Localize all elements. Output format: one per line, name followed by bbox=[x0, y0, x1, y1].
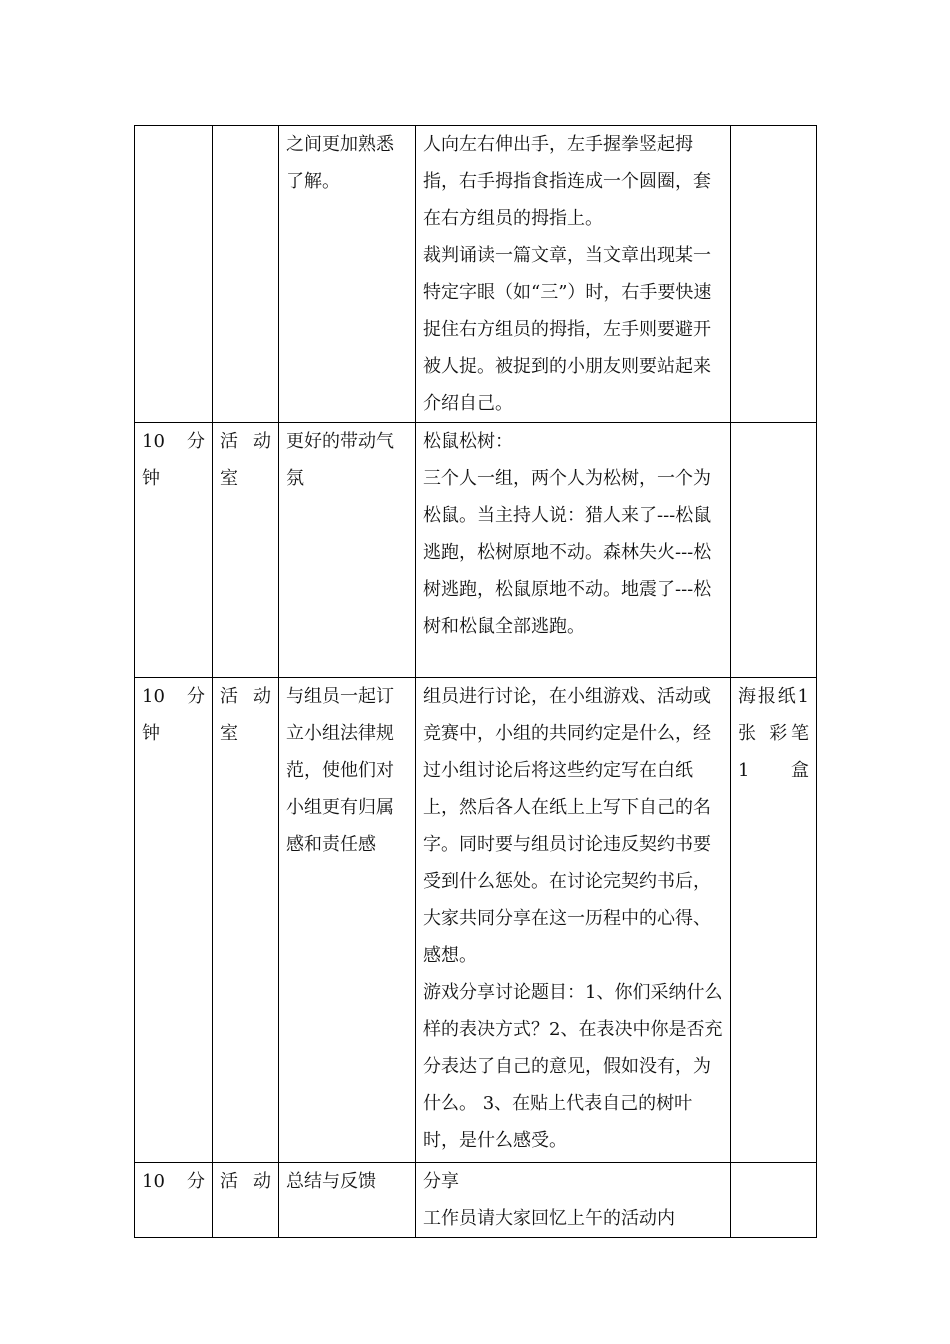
time-cell bbox=[135, 423, 213, 678]
content-cell bbox=[416, 678, 731, 1163]
table-row bbox=[135, 423, 817, 678]
time-text: 10 分 bbox=[142, 1171, 205, 1192]
place-text: 活动室 bbox=[220, 431, 271, 489]
materials-cell bbox=[731, 1163, 817, 1238]
time-cell bbox=[135, 1163, 213, 1238]
content-paragraph: 裁判诵读一篇文章，当文章出现某一特定字眼（如“三”）时，右手要快速捉住右方组员的拇指，左手则要避开被人捉。被捉到的小朋友则要站起来介绍自己。 bbox=[423, 245, 712, 414]
table-row bbox=[135, 678, 817, 1163]
time-cell bbox=[135, 126, 213, 423]
time-text: 10 分钟 bbox=[142, 686, 205, 744]
materials-cell bbox=[731, 423, 817, 678]
activity-plan-table bbox=[134, 125, 817, 1238]
content-paragraph: 游戏分享讨论题目：1、你们采纳什么样的表决方式？2、在表决中你是否充分表达了自己的意见，假如没有，为什么。 3、在贴上代表自己的树叶时，是什么感受。 bbox=[423, 982, 723, 1151]
content-cell bbox=[416, 126, 731, 423]
time-cell bbox=[135, 678, 213, 1163]
place-cell bbox=[213, 126, 279, 423]
goal-cell: 更好的带动气氛 bbox=[279, 423, 416, 678]
place-cell bbox=[213, 678, 279, 1163]
materials-cell bbox=[731, 126, 817, 423]
place-text: 活动室 bbox=[220, 686, 271, 744]
content-cell bbox=[416, 1163, 731, 1238]
content-paragraph: 松鼠松树： bbox=[423, 431, 513, 452]
goal-cell: 与组员一起订立小组法律规范，使他们对小组更有归属感和责任感 bbox=[279, 678, 416, 1163]
place-text: 活动 bbox=[220, 1171, 271, 1192]
content-paragraph: 组员进行讨论，在小组游戏、活动或竞赛中，小组的共同约定是什么，经过小组讨论后将这些约定写在白纸上，然后各人在纸上上写下自己的名字。同时要与组员讨论违反契约书要受到什么惩处。在讨论完契约书后，大家共同分享在这一历程中的心得、感想。 bbox=[423, 686, 711, 966]
table-row bbox=[135, 126, 817, 423]
goal-cell: 之间更加熟悉了解。 bbox=[279, 126, 416, 423]
materials-cell bbox=[731, 678, 817, 1163]
content-paragraph: 三个人一组，两个人为松树，一个为松鼠。当主持人说：猎人来了---松鼠逃跑，松树原地不动。森林失火---松树逃跑，松鼠原地不动。地震了---松树和松鼠全部逃跑。 bbox=[423, 468, 712, 637]
content-paragraph: 分享 bbox=[423, 1171, 459, 1192]
place-cell bbox=[213, 1163, 279, 1238]
place-cell bbox=[213, 423, 279, 678]
content-paragraph: 工作员请大家回忆上午的活动内 bbox=[423, 1208, 675, 1229]
content-cell bbox=[416, 423, 731, 678]
table-row bbox=[135, 1163, 817, 1238]
materials-text: 海报纸1张 彩笔 1 盒 bbox=[738, 686, 809, 781]
goal-cell: 总结与反馈 bbox=[279, 1163, 416, 1238]
time-text: 10 分钟 bbox=[142, 431, 205, 489]
content-paragraph: 人向左右伸出手，左手握拳竖起拇指，右手拇指食指连成一个圆圈，套在右方组员的拇指上。 bbox=[423, 134, 711, 229]
